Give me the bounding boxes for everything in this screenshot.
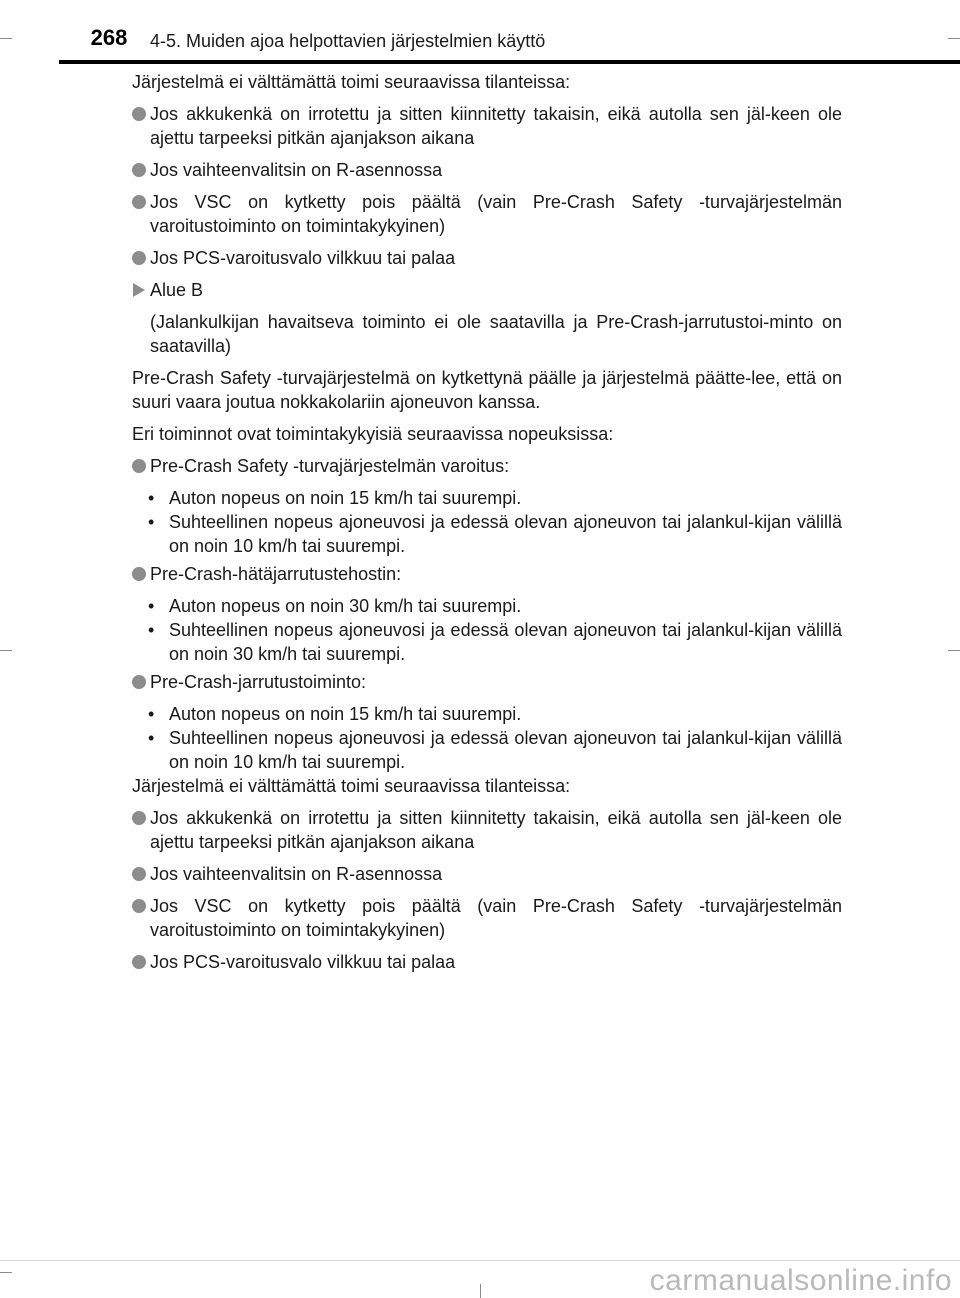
triangle-bullet-icon — [133, 283, 145, 297]
list-item-text: Jos akkukenkä on irrotettu ja sitten kiinnitetty takaisin, eikä autolla sen jäl-keen ole ajettu tarpeeksi pitkän ajanjakson aikana — [150, 808, 842, 852]
bullet-icon — [132, 811, 146, 825]
page-number: 268 — [90, 25, 128, 50]
bullet-icon — [132, 955, 146, 969]
sub-item-text: Auton nopeus on noin 15 km/h tai suurempi. — [169, 704, 522, 724]
intro-paragraph: Järjestelmä ei välttämättä toimi seuraavissa tilanteissa: — [132, 72, 571, 92]
crop-mark — [480, 1284, 481, 1298]
bullet-icon — [132, 567, 146, 581]
area-b-note: (Jalankulkijan havaitseva toiminto ei ole saatavilla ja Pre-Crash-jarrutustoi-minto on saatavilla) — [150, 312, 842, 356]
function-title: Pre-Crash-jarrutustoiminto: — [150, 672, 367, 692]
sub-bullet-icon: • — [148, 704, 155, 724]
sub-item — [132, 594, 842, 618]
list-item-text: Jos PCS-varoitusvalo vilkkuu tai palaa — [150, 248, 456, 268]
paragraph-active: Pre-Crash Safety -turvajärjestelmä on kytkettynä päälle ja järjestelmä päätte-lee, että on suuri vaara joutua nokkakolariin ajoneuvon kanssa. — [132, 368, 842, 412]
crop-mark — [0, 1272, 12, 1273]
watermark-text: carmanualsonline.info — [649, 1264, 952, 1297]
sub-item-text: Suhteellinen nopeus ajoneuvosi ja edessä olevan ajoneuvon tai jalankul-kijan välillä on noin 10 km/h tai suurempi. — [169, 728, 842, 772]
sub-item — [132, 702, 842, 726]
conditions-list — [132, 102, 842, 270]
function-item — [132, 562, 842, 586]
paragraph-speeds: Eri toiminnot ovat toimintakykyisiä seuraavissa nopeuksissa: — [132, 424, 614, 444]
sub-bullet-icon: • — [148, 728, 155, 748]
list-item — [132, 894, 842, 942]
list-item — [132, 246, 842, 270]
function-sublist — [132, 482, 842, 558]
sub-item-text: Auton nopeus on noin 15 km/h tai suurempi. — [169, 488, 522, 508]
sub-item — [132, 726, 842, 774]
sub-item-text: Suhteellinen nopeus ajoneuvosi ja edessä olevan ajoneuvon tai jalankul-kijan välillä on noin 30 km/h tai suurempi. — [169, 620, 842, 664]
intro-paragraph-2: Järjestelmä ei välttämättä toimi seuraavissa tilanteissa: — [132, 776, 571, 796]
function-sublist — [132, 698, 842, 774]
sub-item-text: Auton nopeus on noin 30 km/h tai suurempi. — [169, 596, 522, 616]
conditions-list-2 — [132, 806, 842, 974]
list-item-text: Jos VSC on kytketty pois päältä (vain Pre-Crash Safety -turvajärjestelmän varoitustoiminto on toimintakykyinen) — [150, 896, 842, 940]
sub-bullet-icon: • — [148, 596, 155, 616]
bullet-icon — [132, 163, 146, 177]
bullet-icon — [132, 867, 146, 881]
list-item-text: Jos vaihteenvalitsin on R-asennossa — [150, 160, 443, 180]
bullet-icon — [132, 107, 146, 121]
area-b-heading-text: Alue B — [150, 280, 204, 300]
list-item-text: Jos akkukenkä on irrotettu ja sitten kiinnitetty takaisin, eikä autolla sen jäl-keen ole ajettu tarpeeksi pitkän ajanjakson aikana — [150, 104, 842, 148]
list-item-text: Jos PCS-varoitusvalo vilkkuu tai palaa — [150, 952, 456, 972]
sub-bullet-icon: • — [148, 512, 155, 532]
list-item-text: Jos vaihteenvalitsin on R-asennossa — [150, 864, 443, 884]
crop-mark — [948, 650, 960, 651]
bullet-icon — [132, 675, 146, 689]
crop-mark — [0, 650, 12, 651]
list-item — [132, 862, 842, 886]
function-title: Pre-Crash Safety -turvajärjestelmän varoitus: — [150, 456, 510, 476]
sub-bullet-icon: • — [148, 620, 155, 640]
sub-bullet-icon: • — [148, 488, 155, 508]
list-item — [132, 190, 842, 238]
list-item — [132, 158, 842, 182]
function-item — [132, 670, 842, 694]
header-rule — [59, 60, 960, 64]
function-title: Pre-Crash-hätäjarrutustehostin: — [150, 564, 402, 584]
page-header — [0, 0, 960, 64]
bullet-icon — [132, 251, 146, 265]
page-content — [132, 70, 842, 982]
sub-item — [132, 510, 842, 558]
function-sublist — [132, 590, 842, 666]
area-b-heading — [132, 278, 842, 302]
list-item — [132, 102, 842, 150]
bullet-icon — [132, 195, 146, 209]
sub-item — [132, 618, 842, 666]
footer-divider — [0, 1260, 960, 1261]
list-item — [132, 806, 842, 854]
bullet-icon — [132, 899, 146, 913]
bullet-icon — [132, 459, 146, 473]
chapter-title: 4-5. Muiden ajoa helpottavien järjestelmien käyttö — [150, 31, 546, 51]
sub-item-text: Suhteellinen nopeus ajoneuvosi ja edessä olevan ajoneuvon tai jalankul-kijan välillä on noin 10 km/h tai suurempi. — [169, 512, 842, 556]
function-item — [132, 454, 842, 478]
list-item-text: Jos VSC on kytketty pois päältä (vain Pre-Crash Safety -turvajärjestelmän varoitustoiminto on toimintakykyinen) — [150, 192, 842, 236]
sub-item — [132, 486, 842, 510]
list-item — [132, 950, 842, 974]
